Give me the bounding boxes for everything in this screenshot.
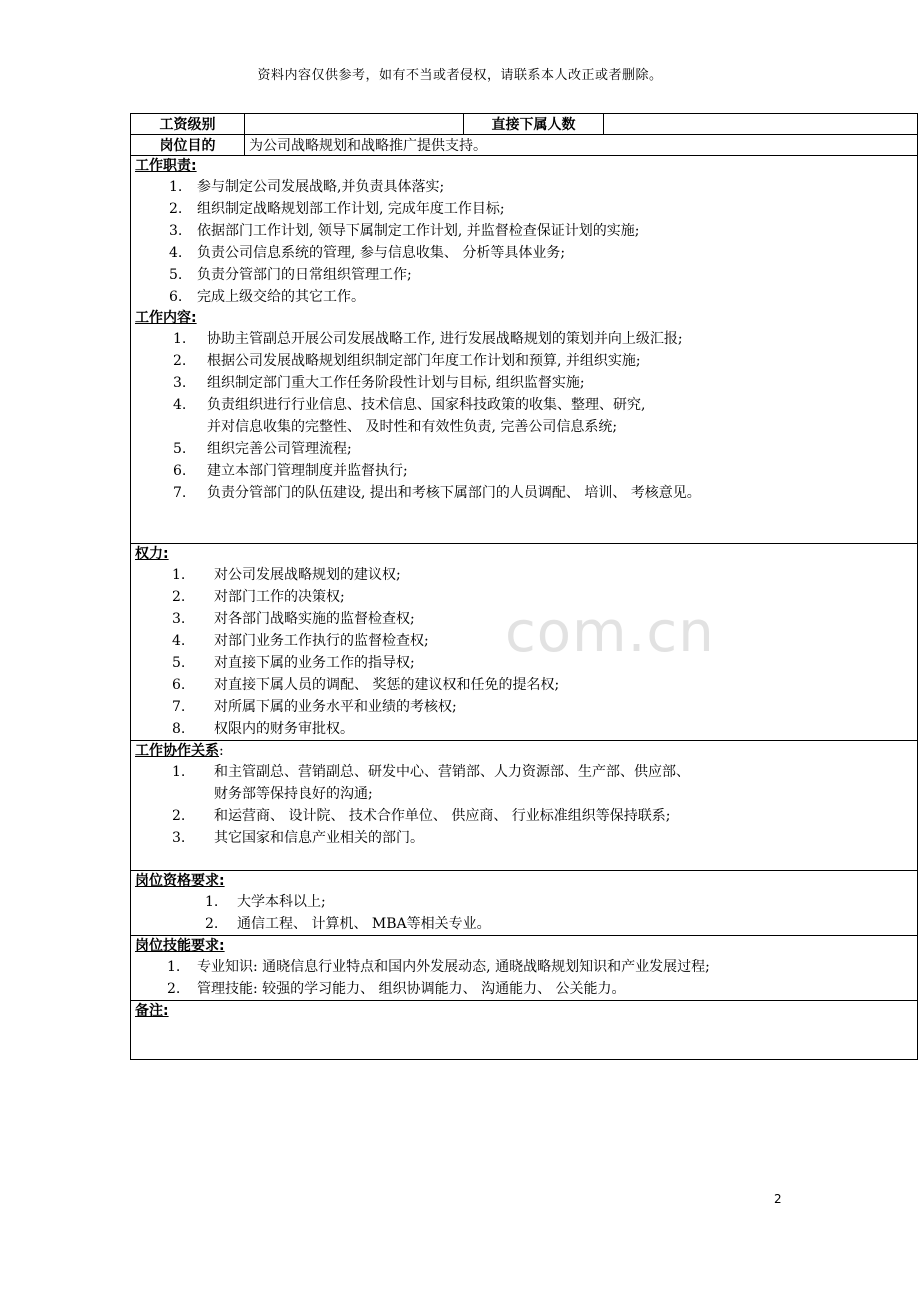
duties-list (169, 176, 913, 308)
relations-list (172, 761, 913, 849)
salary-row (131, 114, 918, 135)
purpose-row (131, 135, 918, 156)
list-item: 5. 负责分管部门的日常组织管理工作; (169, 267, 412, 283)
content-title: 工作内容: (135, 310, 197, 326)
list-item: 1. 参与制定公司发展战略,并负责具体落实; (169, 179, 445, 195)
list-item: 2. 和运营商、 设计院、 技术合作单位、 供应商、 行业标准组织等保持联系; (172, 808, 671, 824)
list-item-continued: 财务部等保持良好的沟通; (214, 786, 373, 802)
skills-list (167, 956, 913, 1000)
list-item-continued: 并对信息收集的完整性、 及时性和有效性负责, 完善公司信息系统; (207, 419, 618, 435)
relations-heading (135, 741, 913, 761)
notes-title: 备注: (135, 1003, 169, 1019)
relations-colon: : (219, 743, 224, 759)
duties-title: 工作职责: (135, 158, 197, 174)
watermark: com.cn (505, 600, 715, 665)
disclaimer: 资料内容仅供参考，如有不当或者侵权，请联系本人改正或者删除。 (257, 68, 663, 83)
job-description-table (130, 113, 918, 1060)
powers-title: 权力: (135, 546, 169, 562)
content-list (173, 328, 913, 504)
skills-title: 岗位技能要求: (135, 938, 225, 954)
list-item: 1. 协助主管副总开展公司发展战略工作, 进行发展战略规划的策划并向上级汇报; (173, 331, 683, 347)
relations-title: 工作协作关系 (135, 743, 219, 759)
list-item: 8. 权限内的财务审批权。 (172, 721, 354, 737)
page-number: 2 (774, 1192, 782, 1206)
list-item: 6. 建立本部门管理制度并监督执行; (173, 463, 408, 479)
qualifications-title: 岗位资格要求: (135, 873, 225, 889)
list-item: 2. 对部门工作的决策权; (172, 589, 345, 605)
list-item: 1. 专业知识: 通晓信息行业特点和国内外发展动态, 通晓战略规划知识和产业发展过程; (167, 959, 710, 975)
list-item: 3. 对各部门战略实施的监督检查权; (172, 611, 415, 627)
list-item: 4. 负责公司信息系统的管理, 参与信息收集、 分析等具体业务; (169, 245, 566, 261)
duties-content-row (131, 156, 918, 544)
list-item: 5. 组织完善公司管理流程; (173, 441, 352, 457)
list-item: 5. 对直接下属的业务工作的指导权; (172, 655, 415, 671)
subordinates-value (604, 114, 918, 135)
powers-list (172, 564, 913, 740)
salary-grade-label: 工资级别 (131, 114, 245, 135)
salary-grade-value (245, 114, 464, 135)
list-item: 1. 对公司发展战略规划的建议权; (172, 567, 401, 583)
powers-row (131, 544, 918, 741)
list-item: 4. 负责组织进行行业信息、技术信息、国家科技政策的收集、整理、研究, (173, 397, 646, 413)
list-item: 3. 其它国家和信息产业相关的部门。 (172, 830, 424, 846)
list-item: 7. 负责分管部门的队伍建设, 提出和考核下属部门的人员调配、 培训、 考核意见。 (173, 485, 701, 501)
list-item: 2. 根据公司发展战略规划组织制定部门年度工作计划和预算, 并组织实施; (173, 353, 641, 369)
list-item: 1. 大学本科以上; (205, 894, 326, 910)
list-item: 3. 组织制定部门重大工作任务阶段性计划与目标, 组织监督实施; (173, 375, 585, 391)
relations-row (131, 741, 918, 871)
list-item: 1. 和主管副总、营销副总、研发中心、营销部、人力资源部、生产部、供应部、 (172, 764, 690, 780)
list-item: 2. 组织制定战略规划部工作计划, 完成年度工作目标; (169, 201, 505, 217)
purpose-label: 岗位目的 (131, 135, 245, 156)
qualifications-list (205, 891, 913, 935)
list-item: 7. 对所属下属的业务水平和业绩的考核权; (172, 699, 457, 715)
list-item: 4. 对部门业务工作执行的监督检查权; (172, 633, 429, 649)
skills-row (131, 936, 918, 1001)
list-item: 2. 通信工程、 计算机、 MBA等相关专业。 (205, 916, 491, 932)
list-item: 6. 完成上级交给的其它工作。 (169, 289, 365, 305)
notes-row (131, 1001, 918, 1060)
qualifications-row (131, 871, 918, 936)
list-item: 2. 管理技能: 较强的学习能力、 组织协调能力、 沟通能力、 公关能力。 (167, 981, 626, 997)
purpose-value: 为公司战略规划和战略推广提供支持。 (245, 135, 918, 156)
subordinates-label: 直接下属人数 (464, 114, 604, 135)
list-item: 6. 对直接下属人员的调配、 奖惩的建议权和任免的提名权; (172, 677, 560, 693)
list-item: 3. 依据部门工作计划, 领导下属制定工作计划, 并监督检查保证计划的实施; (169, 223, 640, 239)
